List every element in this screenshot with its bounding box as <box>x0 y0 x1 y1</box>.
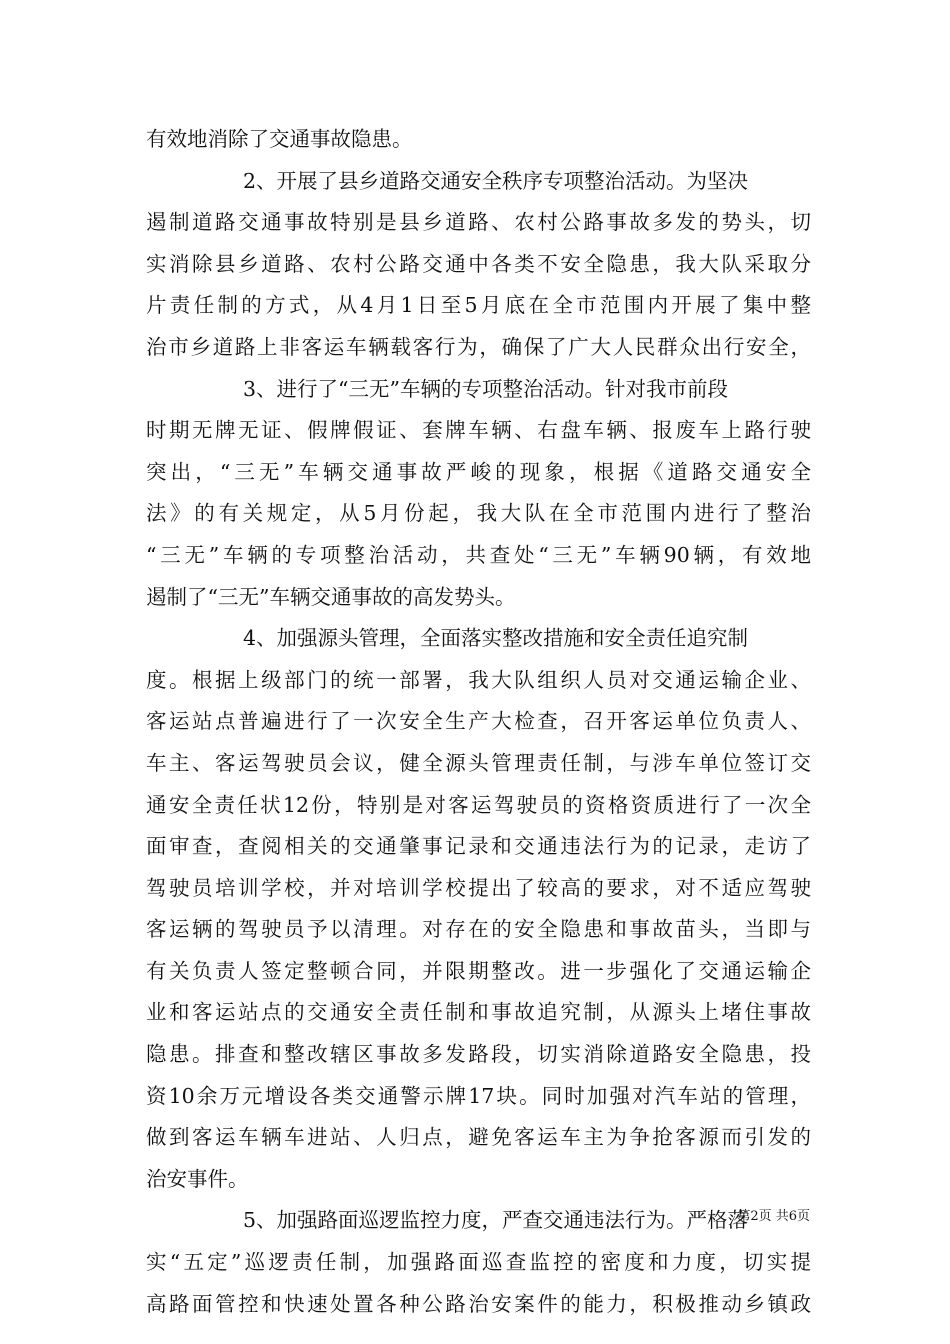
text-line: 通安全责任状12份，特别是对客运驾驶员的资格资质进行了一次全 <box>146 792 811 817</box>
text-line: 治安事件。 <box>146 1166 249 1191</box>
page-number-footer: 第2页 共6页 <box>737 1209 810 1224</box>
text-line: 做到客运车辆车进站、人归点，避免客运车主为争抢客源而引发的 <box>146 1125 811 1150</box>
text-line: 客运辆的驾驶员予以清理。对存在的安全隐患和事故苗头，当即与 <box>146 917 811 942</box>
text-line: 有关负责人签定整顿合同，并限期整改。进一步强化了交通运输企 <box>146 958 811 983</box>
text-line: 法》的有关规定，从5月份起，我大队在全市范围内进行了整治 <box>146 501 811 526</box>
text-line: “三无”车辆的专项整治活动，共查处“三无”车辆90辆，有效地 <box>146 542 811 567</box>
text-line: 隐患。排查和整改辖区事故多发路段，切实消除道路安全隐患，投 <box>146 1042 811 1067</box>
text-line: 业和客运站点的交通安全责任制和事故追究制，从源头上堵住事故 <box>146 1000 811 1025</box>
text-line: 面审查，查阅相关的交通肇事记录和交通违法行为的记录，走访了 <box>146 834 811 859</box>
text-line: 度。根据上级部门的统一部署，我大队组织人员对交通运输企业、 <box>146 667 811 692</box>
paragraph-2-heading-line: 2、开展了县乡道路交通安全秩序专项整治活动。为坚决 <box>243 168 749 193</box>
paragraph-4-heading-line: 4、加强源头管理，全面落实整改措施和安全责任追究制 <box>243 626 749 651</box>
text-line: 片责任制的方式，从4月1日至5月底在全市范围内开展了集中整 <box>146 293 811 318</box>
text-line: 客运站点普遍进行了一次安全生产大检查，召开客运单位负责人、 <box>146 709 811 734</box>
text-line: 实消除县乡道路、农村公路交通中各类不安全隐患，我大队采取分 <box>146 251 811 276</box>
paragraph-3-heading-line: 3、进行了“三无”车辆的专项整治活动。针对我市前段 <box>243 376 729 401</box>
document-body <box>146 119 811 1325</box>
text-line: 实“五定”巡逻责任制，加强路面巡查监控的密度和力度，切实提 <box>146 1250 811 1275</box>
text-line: 突出，“三无”车辆交通事故严峻的现象，根据《道路交通安全 <box>146 459 811 484</box>
text-line: 时期无牌无证、假牌假证、套牌车辆、右盘车辆、报废车上路行驶 <box>146 418 811 443</box>
text-line: 车主、客运驾驶员会议，健全源头管理责任制，与涉车单位签订交 <box>146 750 811 775</box>
text-line: 有效地消除了交通事故隐患。 <box>146 127 413 151</box>
text-line: 遏制了“三无”车辆交通事故的高发势头。 <box>146 584 516 609</box>
paragraph-5-heading-line: 5、加强路面巡逻监控力度，严查交通违法行为。严格落 <box>243 1208 749 1233</box>
text-line: 资10余万元增设各类交通警示牌17块。同时加强对汽车站的管理， <box>146 1083 811 1108</box>
text-line: 治市乡道路上非客运车辆载客行为，确保了广大人民群众出行安全， <box>146 334 811 359</box>
text-line: 驾驶员培训学校，并对培训学校提出了较高的要求，对不适应驾驶 <box>146 875 811 900</box>
text-line: 高路面管控和快速处置各种公路治安案件的能力，积极推动乡镇政 <box>146 1291 811 1316</box>
text-line: 遏制道路交通事故特别是县乡道路、农村公路事故多发的势头，切 <box>146 210 811 235</box>
